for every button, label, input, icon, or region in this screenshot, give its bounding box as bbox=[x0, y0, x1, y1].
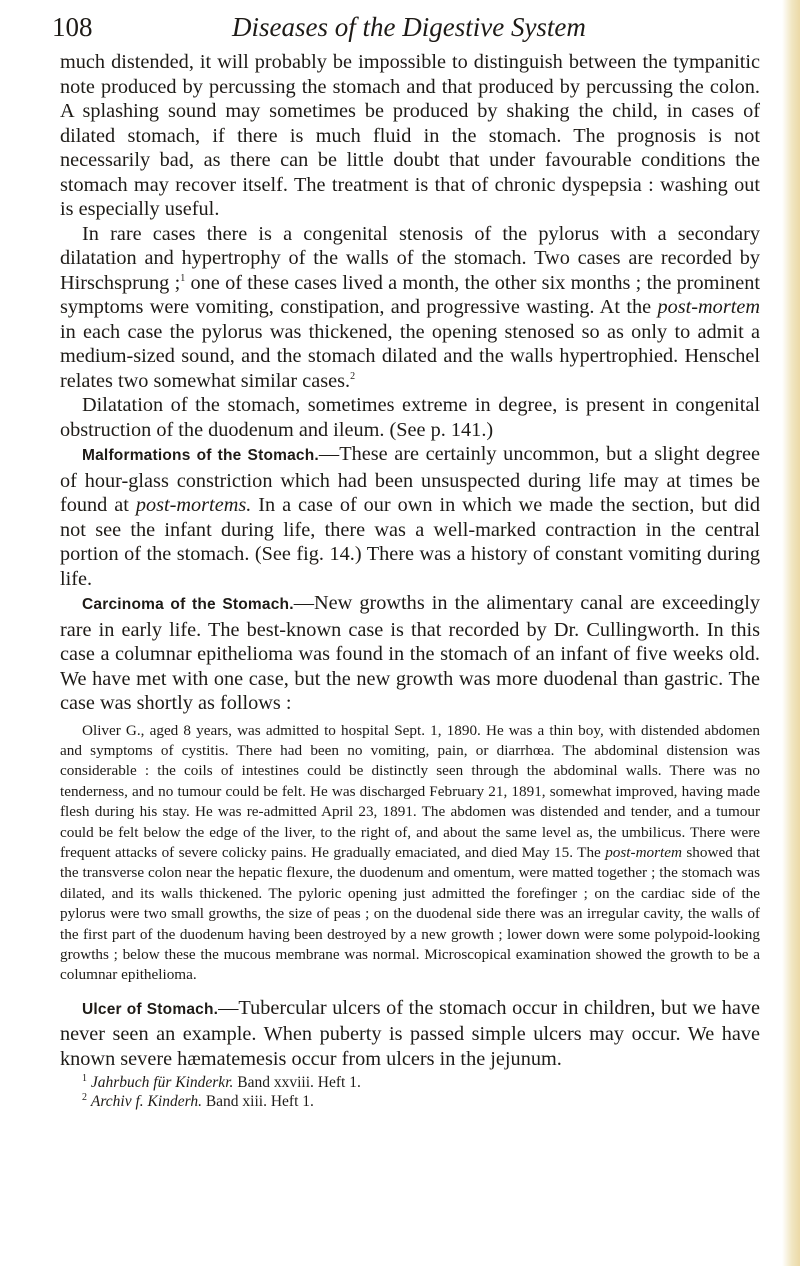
case-report bbox=[60, 721, 760, 986]
page-number: 108 bbox=[52, 12, 93, 42]
page-body bbox=[60, 50, 760, 1111]
footnote-source: Jahrbuch für Kinderkr. bbox=[90, 1074, 234, 1092]
section-ulcer bbox=[60, 996, 760, 1072]
footnote-2 bbox=[82, 1092, 760, 1111]
section-malformations bbox=[60, 442, 760, 591]
footnote-1 bbox=[82, 1073, 760, 1092]
footnote-mark: 2 bbox=[82, 1092, 87, 1104]
carcinoma-text: —New growths in the alimentary canal are exceedingly rare in early life. The best-known case is that recorded by Dr. Cullingworth. In this case a columnar epithelioma was found in the stomach of an infant of five weeks old. We have met with one case, but the new growth was more duodenal than gastric. The case was shortly as follows : bbox=[60, 592, 760, 714]
footnote-detail: Band xxviii. Heft 1. bbox=[233, 1074, 361, 1092]
paragraph-dilatation: Dilatation of the stomach, sometimes extreme in degree, is present in congenital obstruction of the duodenum and ileum. (See p. 141.) bbox=[60, 394, 760, 441]
malformations-text-b: In a case of our own in which we made the section, but did not see the infant during life, there was a well-marked contraction in the central portion of the stomach. (See fig. 14.) There was a history of constant vomiting during life. bbox=[60, 494, 761, 590]
malformations-text-a: —These are certainly uncommon, but a slight degree of hour-glass constriction which had been unsuspected during life may at times be found at bbox=[60, 443, 760, 516]
pyloric-text-b: one of these cases lived a month, the other six months ; the prominent symptoms were vomiting, constipation, and progressive wasting. At the bbox=[60, 271, 761, 318]
footnote-detail: Band xiii. Heft 1. bbox=[201, 1093, 314, 1111]
malformations-heading: Malformations of the Stomach. bbox=[82, 447, 319, 464]
ulcer-heading: Ulcer of Stomach. bbox=[82, 1000, 219, 1018]
footnote-source: Archiv f. Kinderh. bbox=[90, 1093, 202, 1111]
page-edge-shading bbox=[782, 0, 800, 1266]
pyloric-text-a: In rare cases there is a congenital stenosis of the pylorus with a secondary dilatation and hypertrophy of the walls of the stomach. Two cases are recorded by Hirschsprung ; bbox=[60, 222, 760, 294]
page-header bbox=[52, 10, 760, 50]
paragraph-pyloric-stenosis bbox=[60, 222, 760, 394]
footnote-mark: 1 bbox=[82, 1073, 87, 1085]
footnote-ref-2: 2 bbox=[350, 370, 356, 382]
case-emphasis: post-mortem bbox=[605, 843, 682, 861]
paragraph-prognosis: much distended, it will probably be impossible to distinguish between the tympanitic note produced by percussing the stomach and that produced by percussing the colon. A splashing sound may sometimes be produced by shaking the child, in cases of dilated stomach, if there is much fluid in the stomach. The prognosis is not necessarily bad, as there can be little doubt that under favourable conditions the stomach may recover itself. The treatment is that of chronic dyspepsia : washing out is especially useful. bbox=[60, 51, 760, 220]
running-title: Diseases of the Digestive System bbox=[232, 12, 586, 42]
pyloric-text-c: in each case the pylorus was thickened, the opening stenosed so as only to admit a medium-sized sound, and the stomach dilated and the walls hypertrophied. Henschel relates two somewhat similar cases. bbox=[60, 320, 760, 392]
section-carcinoma bbox=[60, 591, 760, 716]
book-page bbox=[52, 10, 761, 1111]
footnotes bbox=[60, 1073, 760, 1111]
malformations-emphasis: post-mortems. bbox=[135, 494, 252, 516]
case-text-a: Oliver G., aged 8 years, was admitted to hospital Sept. 1, 1890. He was a thin boy, with distended abdomen and symptoms of cystitis. There had been no vomiting, pain, or diarrhœa. The abdominal distension was considerable : the coils of intestines could be distinctly seen through the abdominal walls. There was no tenderness, and no tumour could be felt. He was discharged February 21, 1891, somewhat improved, having made flesh during his stay. He was re-admitted April 23, 1891. The abdomen was distended and tender, and a tumour could be felt below the edge of the liver, to the right of, and about the same level as, the umbilicus. There were frequent attacks of severe colicky pains. He gradually emaciated, and died May 15. The bbox=[60, 721, 760, 861]
case-text-b: showed that the transverse colon near the hepatic flexure, the duodenum and omentum, were matted together ; the stomach was dilated, and its walls thickened. The pyloric opening just admitted the forefinger ; on the cardiac side of the pylorus were two small growths, the size of peas ; on the duodenal side there was an irregular cavity, the walls of the first part of the duodenum having been destroyed by a new growth ; lower down were some polypoid-looking growths ; below these the mucous membrane was normal. Microscopical examination showed the growth to be a columnar epithelioma. bbox=[60, 843, 760, 984]
pyloric-emphasis: post-mortem bbox=[657, 296, 760, 318]
footnote-ref-1: 1 bbox=[180, 272, 186, 284]
ulcer-text: —Tubercular ulcers of the stomach occur in children, but we have never seen an example. When puberty is passed simple ulcers may occur. We have known severe hæmatemesis occur from ulcers in the jejunum. bbox=[60, 996, 760, 1070]
carcinoma-heading: Carcinoma of the Stomach. bbox=[82, 596, 294, 613]
